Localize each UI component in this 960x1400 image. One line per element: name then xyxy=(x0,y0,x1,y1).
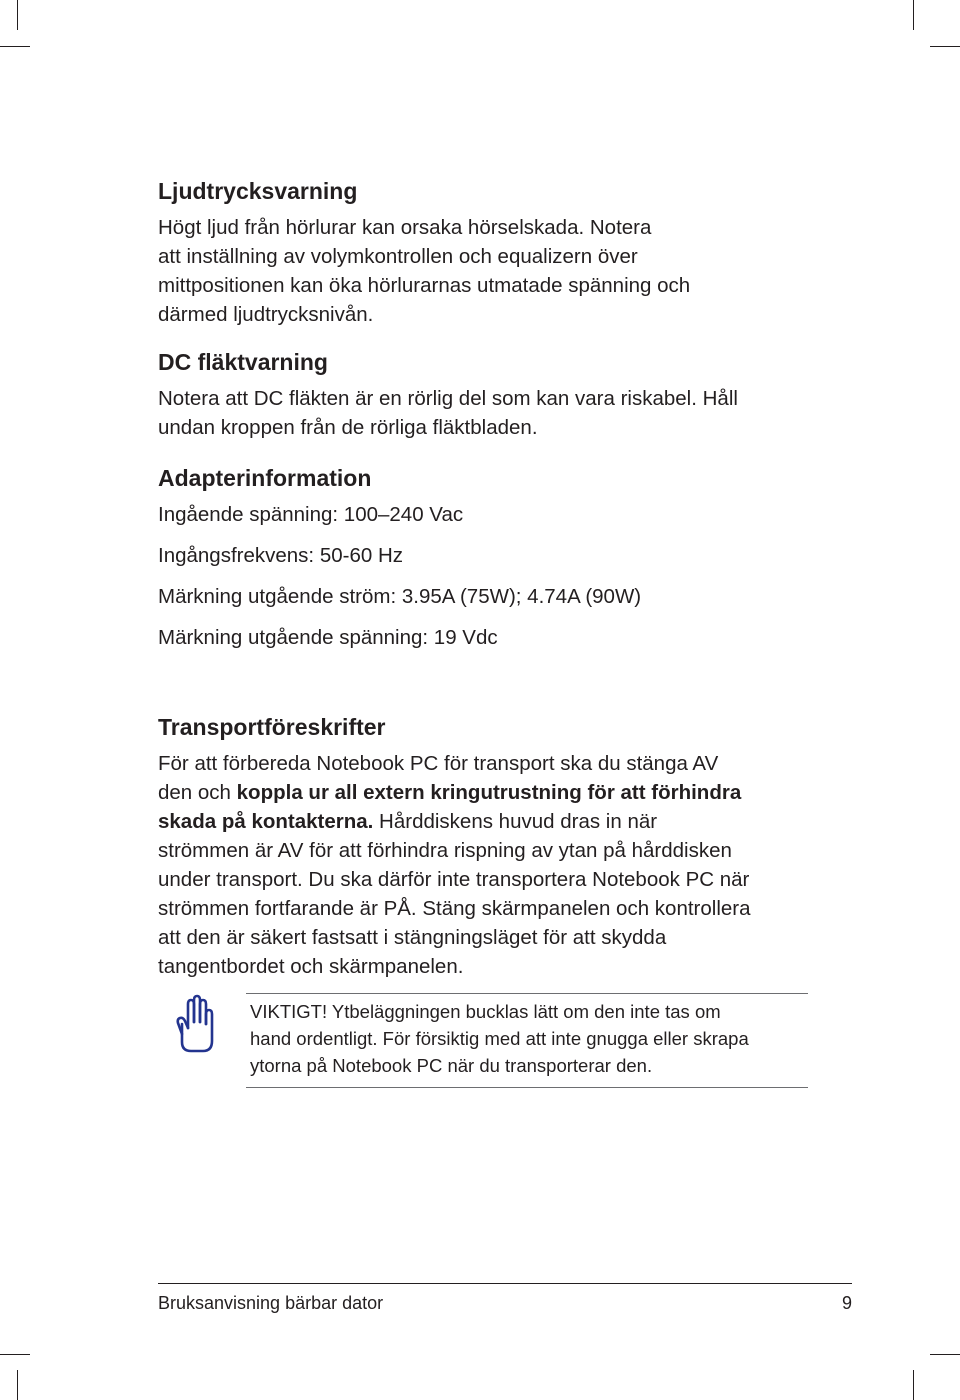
dc-fan-paragraph xyxy=(158,384,738,442)
crop-mark-bottom-right xyxy=(930,1354,960,1355)
note-line: ytorna på Notebook PC när du transporterar den. xyxy=(250,1055,653,1076)
note-line: VIKTIGT! Ytbeläggningen bucklas lätt om den inte tas om xyxy=(250,1001,721,1022)
sound-pressure-paragraph xyxy=(158,213,690,329)
adapter-output-current: Märkning utgående ström: 3.95A (75W); 4.74A (90W) xyxy=(158,585,642,608)
paragraph-text: Hårddiskens huvud dras in när xyxy=(373,810,658,833)
crop-mark-bottom-right xyxy=(913,1370,914,1400)
crop-mark-bottom-left xyxy=(0,1354,30,1355)
paragraph-bold-text: skada på kontakterna. xyxy=(158,810,374,833)
paragraph-line: För att förbereda Notebook PC för transport ska du stänga AV xyxy=(158,752,719,775)
crop-mark-top-right xyxy=(913,0,914,30)
paragraph-line: strömmen fortfarande är PÅ. Stäng skärmpanelen och kontrollera xyxy=(158,897,751,920)
section-heading-transport: Transportföreskrifter xyxy=(158,714,386,740)
crop-mark-top-left xyxy=(0,46,30,47)
paragraph-line: mittpositionen kan öka hörlurarnas utmatade spänning och xyxy=(158,274,691,297)
note-top-rule xyxy=(246,993,808,994)
section-heading-sound-pressure: Ljudtrycksvarning xyxy=(158,178,358,204)
page-number: 9 xyxy=(841,1293,852,1313)
footer-title: Bruksanvisning bärbar dator xyxy=(158,1293,384,1313)
crop-mark-top-left xyxy=(17,0,18,30)
paragraph-line: strömmen är AV för att förhindra rispning av ytan på hårddisken xyxy=(158,839,732,862)
paragraph-line xyxy=(158,807,751,836)
note-bottom-rule xyxy=(246,1087,808,1088)
paragraph-line: Notera att DC fläkten är en rörlig del som kan vara riskabel. Håll xyxy=(158,387,738,410)
note-line: hand ordentligt. För försiktig med att inte gnugga eller skrapa xyxy=(250,1028,749,1049)
crop-mark-top-right xyxy=(930,46,960,47)
transport-paragraph xyxy=(158,749,751,981)
section-heading-adapter-info: Adapterinformation xyxy=(158,465,372,491)
paragraph-line: undan kroppen från de rörliga fläktbladen. xyxy=(158,416,538,439)
important-note xyxy=(250,998,749,1079)
paragraph-line: under transport. Du ska därför inte transportera Notebook PC när xyxy=(158,868,750,891)
paragraph-line: att inställning av volymkontrollen och equalizern över xyxy=(158,245,638,268)
footer-rule xyxy=(158,1283,852,1284)
adapter-input-voltage: Ingående spänning: 100–240 Vac xyxy=(158,503,464,526)
adapter-output-voltage: Märkning utgående spänning: 19 Vdc xyxy=(158,626,498,649)
paragraph-line: Högt ljud från hörlurar kan orsaka hörselskada. Notera xyxy=(158,216,652,239)
paragraph-line xyxy=(158,778,751,807)
paragraph-bold-text: koppla ur all extern kringutrustning för att förhindra xyxy=(236,781,742,804)
hand-icon xyxy=(174,994,218,1054)
crop-mark-bottom-left xyxy=(17,1370,18,1400)
adapter-input-frequency: Ingångsfrekvens: 50-60 Hz xyxy=(158,544,403,567)
section-heading-dc-fan: DC fläktvarning xyxy=(158,349,328,375)
paragraph-text: den och xyxy=(158,781,237,804)
paragraph-line: tangentbordet och skärmpanelen. xyxy=(158,955,464,978)
paragraph-line: att den är säkert fastsatt i stängningsläget för att skydda xyxy=(158,926,667,949)
paragraph-line: därmed ljudtrycksnivån. xyxy=(158,303,374,326)
